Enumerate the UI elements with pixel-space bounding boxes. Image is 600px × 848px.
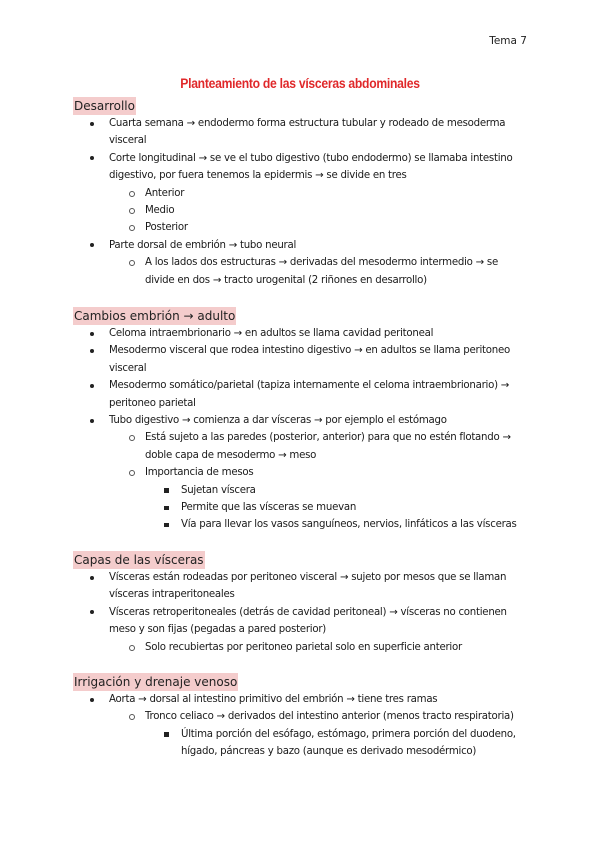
document-title: Planteamiento de las vísceras abdominales	[180, 76, 420, 91]
sub-list-item-text: Tronco celiaco → derivados del intestino anterior (menos tracto respiratoria)	[145, 711, 514, 723]
sub-list-item: Posterior	[109, 219, 518, 236]
sub-list-item: Medio	[109, 202, 518, 219]
section-heading: Cambios embrión → adulto	[74, 309, 236, 323]
sub-list-item: Está sujeto a las paredes (posterior, anterior) para que no estén flotando → doble capa de mesodermo → meso	[109, 429, 518, 464]
sub-list-item: Solo recubiertas por peritoneo parietal solo en superficie anterior	[109, 639, 518, 656]
sub-list-item-text: Importancia de mesos	[145, 467, 254, 479]
list-item: Cuarta semana → endodermo forma estructura tubular y rodeado de mesoderma visceral	[73, 115, 518, 150]
list-item	[73, 237, 518, 289]
list-item-text: Vísceras retroperitoneales (detrás de cavidad peritoneal) → vísceras no contienen meso y son fijas (pegadas a pared posterior)	[109, 606, 507, 636]
list-item	[73, 412, 518, 534]
section-capas	[73, 549, 518, 656]
section-cambios	[73, 305, 518, 534]
page-header-label: Tema 7	[489, 35, 527, 47]
list-item: Mesodermo somático/parietal (tapiza internamente el celoma intraembrionario) → peritoneo parietal	[73, 377, 518, 412]
list-item	[73, 604, 518, 656]
section-irrigacion	[73, 671, 518, 761]
sub-sub-list-item: Permite que las vísceras se muevan	[145, 499, 518, 516]
sub-list-item: Anterior	[109, 185, 518, 202]
list-item-text: Parte dorsal de embrión → tubo neural	[109, 239, 297, 251]
list-item-text: Aorta → dorsal al intestino primitivo del embrión → tiene tres ramas	[109, 694, 438, 705]
sub-sub-list-item: Vía para llevar los vasos sanguíneos, nervios, linfáticos a las vísceras	[145, 516, 518, 533]
sub-list-item	[109, 464, 518, 534]
sub-list-item: A los lados dos estructuras → derivadas del mesodermo intermedio → se divide en dos → tracto urogenital (2 riñones en desarrollo)	[109, 254, 518, 289]
list-item	[73, 150, 518, 237]
section-heading: Capas de las vísceras	[74, 553, 204, 567]
list-item-text: Tubo digestivo → comienza a dar vísceras → por ejemplo el estómago	[109, 415, 447, 427]
section-heading: Irrigación y drenaje venoso	[74, 675, 238, 689]
section-heading: Desarrollo	[74, 99, 135, 113]
list-item-text: Corte longitudinal → se ve el tubo digestivo (tubo endodermo) se llamaba intestino digestivo, por fuera tenemos la epidermis → se divide en tres	[109, 152, 513, 182]
list-item: Vísceras están rodeadas por peritoneo visceral → sujeto por mesos que se llaman vísceras intraperitoneales	[73, 569, 518, 604]
list-item	[73, 691, 518, 761]
list-item: Celoma intraembrionario → en adultos se llama cavidad peritoneal	[73, 325, 518, 342]
list-item: Mesodermo visceral que rodea intestino digestivo → en adultos se llama peritoneo visceral	[73, 342, 518, 377]
sub-list-item	[109, 708, 518, 760]
section-desarrollo	[73, 95, 518, 289]
sub-sub-list-item: Sujetan víscera	[145, 482, 518, 499]
sub-sub-list-item: Última porción del esófago, estómago, primera porción del duodeno, hígado, páncreas y bazo (aunque es derivado mesodérmico)	[145, 726, 518, 761]
